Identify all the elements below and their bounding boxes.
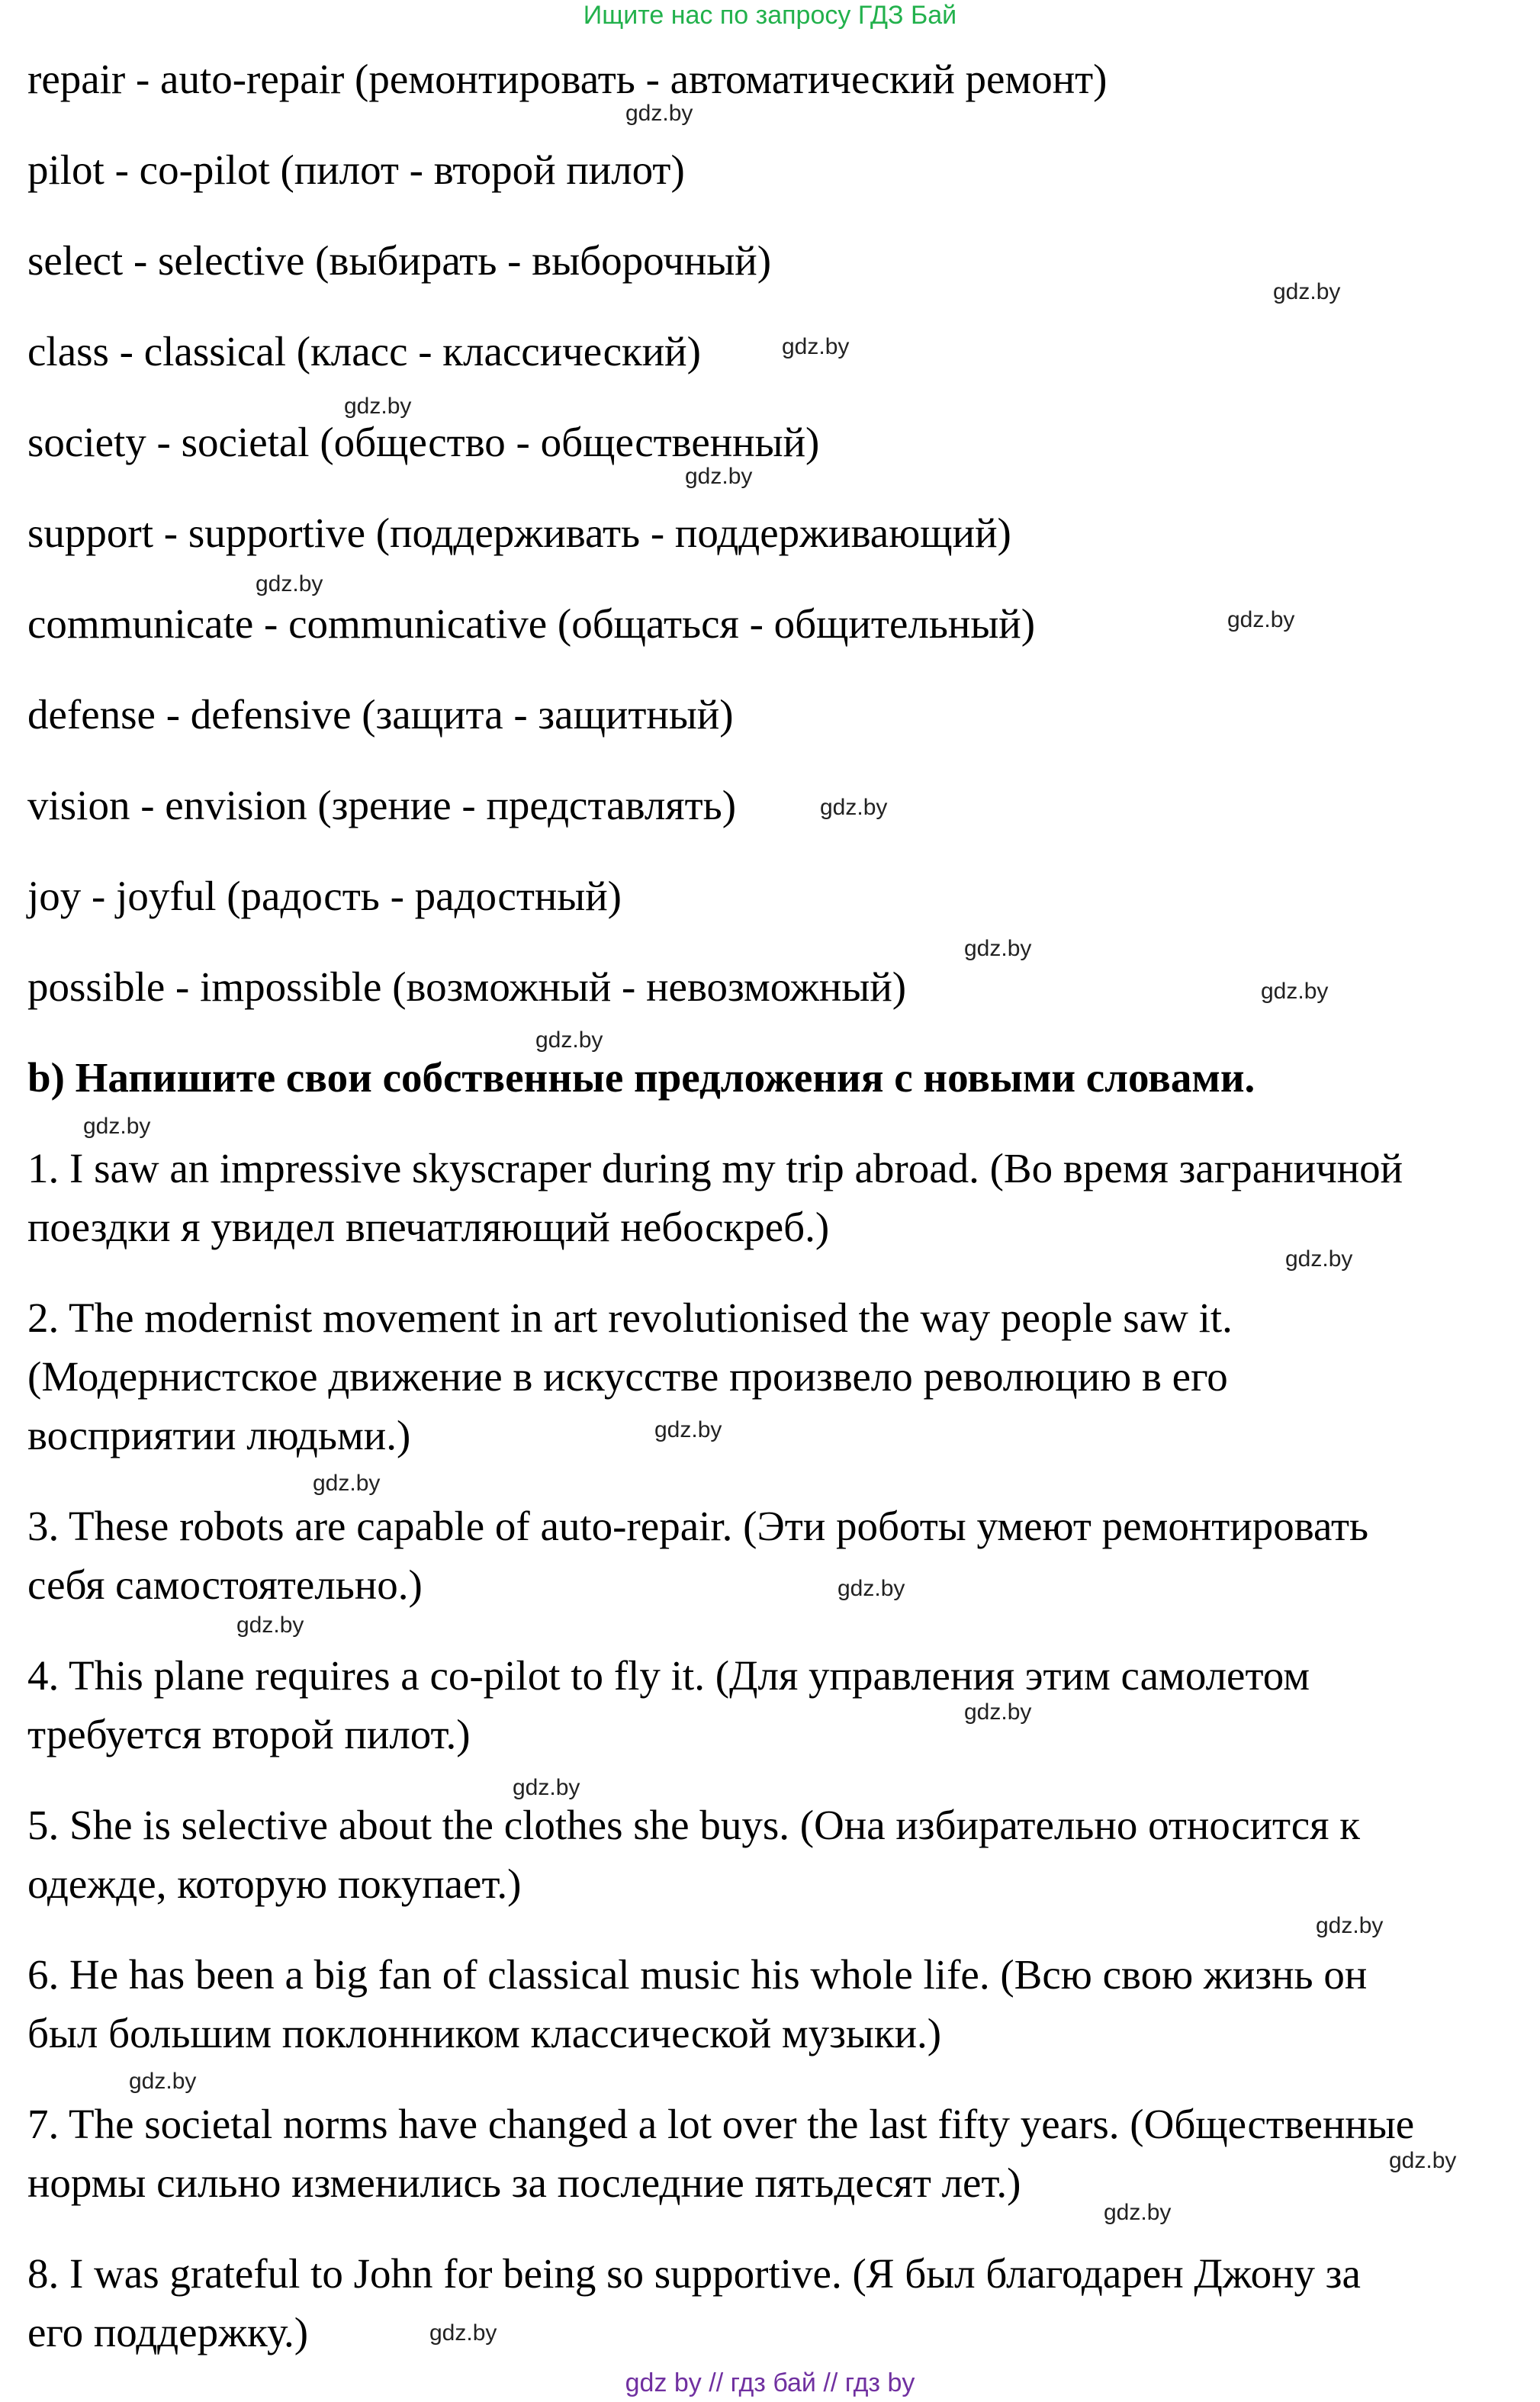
watermark: gdz.by: [236, 1613, 304, 1638]
sentence-8-line-2: его поддержку.): [27, 2309, 309, 2355]
word-pair-1: repair - auto-repair (ремонтировать - автоматический ремонт): [27, 56, 1108, 102]
word-pair-6: support - supportive (поддерживать - поддерживающий): [27, 510, 1011, 556]
sentence-6-line-2: был большим поклонником классической музыки.): [27, 2010, 942, 2056]
header-banner: Ищите нас по запросу ГДЗ Бай: [583, 1, 957, 30]
watermark: gdz.by: [83, 1114, 151, 1139]
watermark: gdz.by: [1316, 1913, 1384, 1938]
watermark: gdz.by: [1285, 1246, 1353, 1272]
sentence-4-line-1: 4. This plane requires a co-pilot to fly it. (Для управления этим самолетом: [27, 1652, 1310, 1699]
sentence-3-line-2: себя самостоятельно.): [27, 1561, 423, 1608]
watermark: gdz.by: [838, 1576, 905, 1601]
word-pair-3: select - selective (выбирать - выборочный): [27, 237, 772, 284]
sentence-7-line-1: 7. The societal norms have changed a lot over the last fifty years. (Общественные: [27, 2101, 1415, 2147]
watermark: gdz.by: [964, 1699, 1032, 1725]
watermark: gdz.by: [344, 394, 412, 419]
sentence-5-line-1: 5. She is selective about the clothes she buys. (Она избирательно относится к: [27, 1802, 1360, 1848]
watermark: gdz.by: [782, 334, 850, 359]
watermark: gdz.by: [1261, 979, 1329, 1004]
sentence-2-line-3: восприятии людьми.): [27, 1412, 411, 1458]
sentence-6-line-1: 6. He has been a big fan of classical music his whole life. (Всю свою жизнь он: [27, 1951, 1368, 1998]
word-pair-5: society - societal (общество - общественный): [27, 419, 820, 465]
watermark: gdz.by: [964, 936, 1032, 961]
watermark: gdz.by: [535, 1027, 603, 1053]
sentence-1-line-2: поездки я увидел впечатляющий небоскреб.): [27, 1204, 830, 1250]
sentence-2-line-1: 2. The modernist movement in art revolutionised the way people saw it.: [27, 1294, 1233, 1341]
watermark: gdz.by: [1273, 279, 1341, 304]
task-heading: b) Напишите свои собственные предложения с новыми словами.: [27, 1054, 1255, 1101]
sentence-7-line-2: нормы сильно изменились за последние пятьдесят лет.): [27, 2159, 1021, 2206]
watermark: gdz.by: [129, 2069, 197, 2094]
sentence-4-line-2: требуется второй пилот.): [27, 1711, 471, 1757]
sentence-3-line-1: 3. These robots are capable of auto-repair. (Эти роботы умеют ремонтировать: [27, 1503, 1369, 1549]
footer-links: gdz by // гдз бай // гдз by: [625, 2368, 915, 2397]
word-pair-11: possible - impossible (возможный - невозможный): [27, 963, 907, 1010]
watermark: gdz.by: [1389, 2148, 1457, 2173]
watermark: gdz.by: [313, 1471, 381, 1496]
watermark: gdz.by: [685, 464, 753, 489]
watermark: gdz.by: [256, 571, 323, 596]
watermark: gdz.by: [1227, 607, 1295, 632]
word-pair-2: pilot - co-pilot (пилот - второй пилот): [27, 146, 685, 193]
sentence-8-line-1: 8. I was grateful to John for being so supportive. (Я был благодарен Джону за: [27, 2250, 1361, 2297]
watermark: gdz.by: [1104, 2200, 1172, 2225]
watermark: gdz.by: [429, 2320, 497, 2346]
watermark: gdz.by: [820, 795, 888, 820]
word-pair-4: class - classical (класс - классический): [27, 328, 701, 375]
word-pair-7: communicate - communicative (общаться - общительный): [27, 600, 1036, 647]
word-pair-8: defense - defensive (защита - защитный): [27, 691, 734, 738]
watermark: gdz.by: [513, 1775, 580, 1800]
sentence-5-line-2: одежде, которую покупает.): [27, 1860, 522, 1907]
watermark: gdz.by: [654, 1417, 722, 1442]
watermark: gdz.by: [625, 101, 693, 126]
sentence-1-line-1: 1. I saw an impressive skyscraper during my trip abroad. (Во время заграничной: [27, 1145, 1403, 1191]
sentence-2-line-2: (Модернистское движение в искусстве произвело революцию в его: [27, 1353, 1228, 1400]
word-pair-10: joy - joyful (радость - радостный): [27, 873, 622, 919]
word-pair-9: vision - envision (зрение - представлять): [27, 782, 737, 828]
